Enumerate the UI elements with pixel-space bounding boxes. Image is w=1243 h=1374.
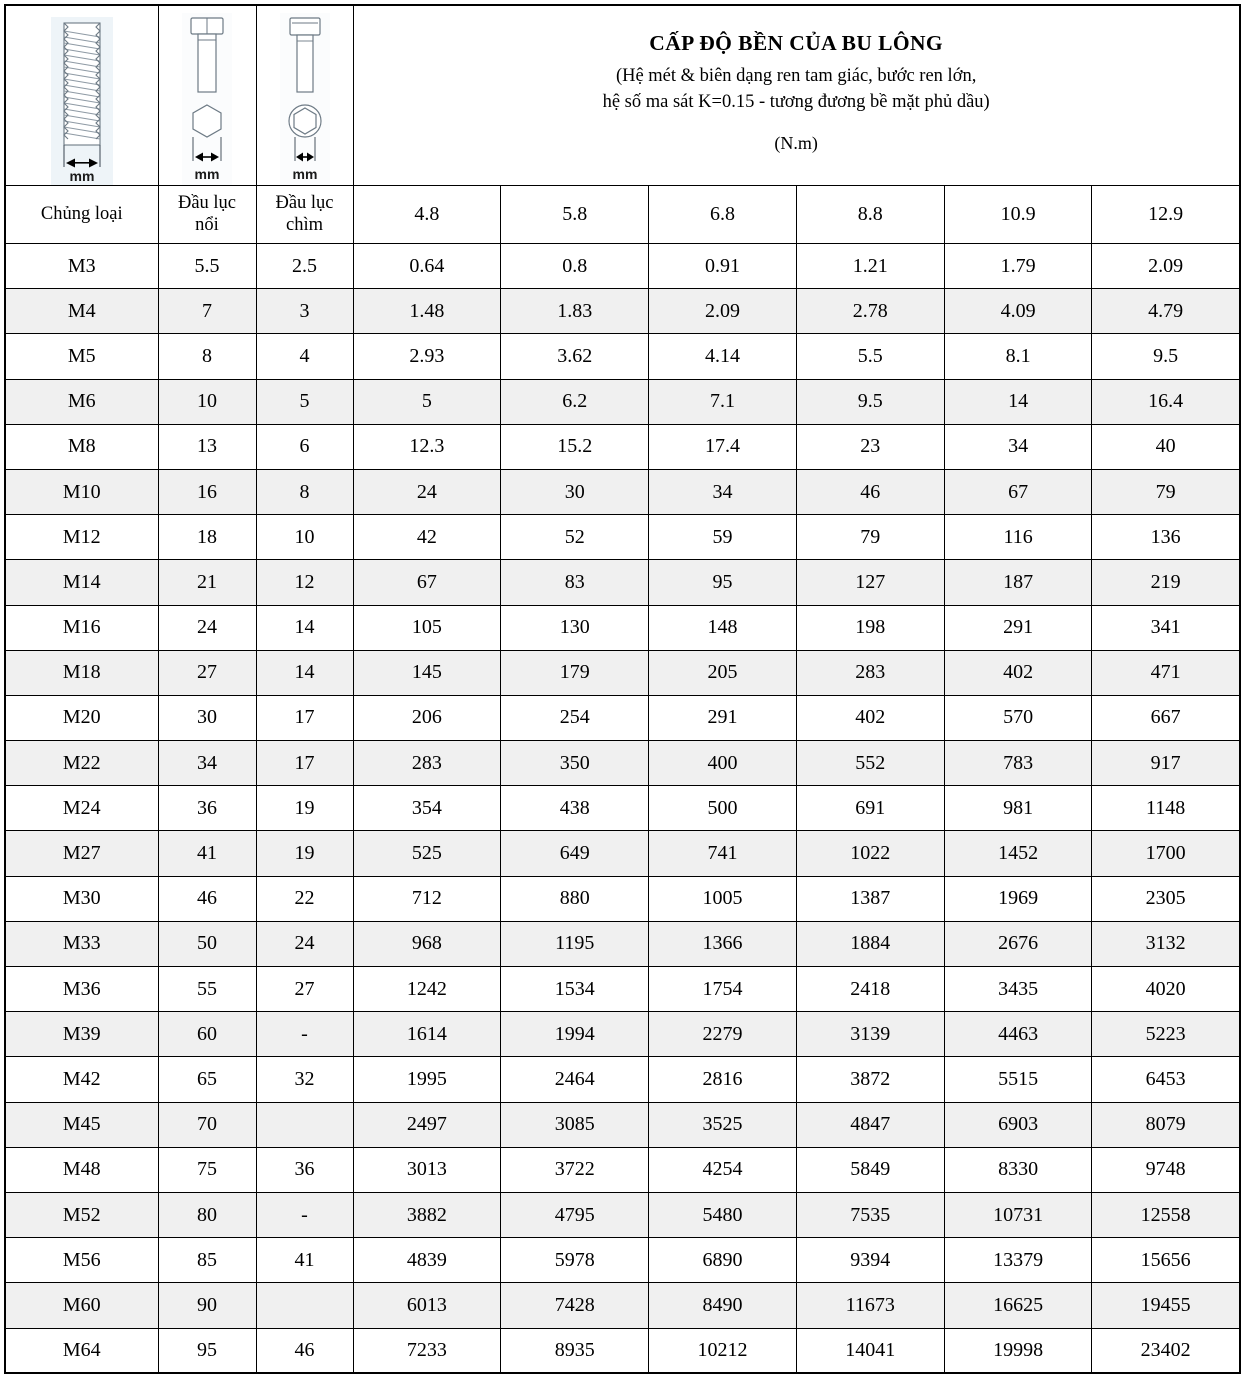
cell-bolt-size: M14 xyxy=(5,560,158,605)
cell-torque-grade-12-9: 8079 xyxy=(1092,1102,1240,1147)
cell-torque-grade-8-8: 198 xyxy=(796,605,944,650)
cell-torque-grade-12-9: 40 xyxy=(1092,424,1240,469)
page-title: CẤP ĐỘ BỀN CỦA BU LÔNG xyxy=(649,31,943,55)
cell-bolt-size: M60 xyxy=(5,1283,158,1328)
cell-torque-grade-12-9: 12558 xyxy=(1092,1192,1240,1237)
cell-torque-grade-4-8: 105 xyxy=(353,605,501,650)
cell-torque-grade-4-8: 7233 xyxy=(353,1328,501,1373)
cell-torque-grade-6-8: 4254 xyxy=(649,1147,797,1192)
cell-hex-head-width: 36 xyxy=(158,786,256,831)
cell-torque-grade-10-9: 402 xyxy=(944,650,1092,695)
cell-torque-grade-8-8: 5849 xyxy=(796,1147,944,1192)
cell-torque-grade-8-8: 4847 xyxy=(796,1102,944,1147)
cell-bolt-size: M42 xyxy=(5,1057,158,1102)
cell-torque-grade-5-8: 880 xyxy=(501,876,649,921)
cell-hex-head-width: 24 xyxy=(158,605,256,650)
cell-hex-head-width: 60 xyxy=(158,1012,256,1057)
table-row xyxy=(5,1192,1240,1237)
socket-head-screw-cell xyxy=(256,5,353,186)
cell-torque-grade-5-8: 3722 xyxy=(501,1147,649,1192)
illustration-title-row xyxy=(5,5,1240,186)
cell-torque-grade-6-8: 17.4 xyxy=(649,424,797,469)
cell-torque-grade-5-8: 0.8 xyxy=(501,244,649,289)
header-grade-8-8: 8.8 xyxy=(796,186,944,244)
table-row xyxy=(5,741,1240,786)
cell-torque-grade-6-8: 59 xyxy=(649,515,797,560)
table-row xyxy=(5,695,1240,740)
cell-torque-grade-5-8: 179 xyxy=(501,650,649,695)
cell-torque-grade-6-8: 4.14 xyxy=(649,334,797,379)
cell-socket-head-width: 24 xyxy=(256,921,353,966)
cell-torque-grade-8-8: 3139 xyxy=(796,1012,944,1057)
table-row xyxy=(5,1102,1240,1147)
cell-torque-grade-10-9: 19998 xyxy=(944,1328,1092,1373)
cell-socket-head-width: 12 xyxy=(256,560,353,605)
cell-torque-grade-8-8: 46 xyxy=(796,469,944,514)
chart-title-cell xyxy=(353,5,1240,186)
cell-torque-grade-4-8: 6013 xyxy=(353,1283,501,1328)
cell-torque-grade-8-8: 7535 xyxy=(796,1192,944,1237)
cell-bolt-size: M36 xyxy=(5,967,158,1012)
cell-bolt-size: M16 xyxy=(5,605,158,650)
table-row xyxy=(5,831,1240,876)
header-grade-10-9: 10.9 xyxy=(944,186,1092,244)
threaded-shank-cell xyxy=(5,5,158,186)
cell-hex-head-width: 41 xyxy=(158,831,256,876)
cell-torque-grade-6-8: 1005 xyxy=(649,876,797,921)
cell-socket-head-width: 41 xyxy=(256,1238,353,1283)
cell-torque-grade-12-9: 2305 xyxy=(1092,876,1240,921)
cell-torque-grade-4-8: 3013 xyxy=(353,1147,501,1192)
cell-torque-grade-4-8: 1.48 xyxy=(353,289,501,334)
cell-torque-grade-6-8: 10212 xyxy=(649,1328,797,1373)
cell-hex-head-width: 55 xyxy=(158,967,256,1012)
cell-torque-grade-4-8: 42 xyxy=(353,515,501,560)
cell-torque-grade-10-9: 783 xyxy=(944,741,1092,786)
cell-hex-head-width: 18 xyxy=(158,515,256,560)
cell-hex-head-width: 7 xyxy=(158,289,256,334)
cell-torque-grade-12-9: 79 xyxy=(1092,469,1240,514)
cell-torque-grade-6-8: 5480 xyxy=(649,1192,797,1237)
table-row xyxy=(5,1238,1240,1283)
cell-torque-grade-4-8: 354 xyxy=(353,786,501,831)
cell-torque-grade-10-9: 1452 xyxy=(944,831,1092,876)
cell-torque-grade-10-9: 34 xyxy=(944,424,1092,469)
cell-socket-head-width: 14 xyxy=(256,605,353,650)
cell-torque-grade-5-8: 8935 xyxy=(501,1328,649,1373)
table-row xyxy=(5,379,1240,424)
cell-torque-grade-6-8: 7.1 xyxy=(649,379,797,424)
cell-torque-grade-8-8: 2418 xyxy=(796,967,944,1012)
cell-torque-grade-10-9: 570 xyxy=(944,695,1092,740)
cell-torque-grade-8-8: 402 xyxy=(796,695,944,740)
threaded-shank-diagram xyxy=(51,17,113,185)
cell-bolt-size: M10 xyxy=(5,469,158,514)
cell-torque-grade-8-8: 79 xyxy=(796,515,944,560)
table-row xyxy=(5,334,1240,379)
table-row xyxy=(5,1057,1240,1102)
cell-torque-grade-6-8: 0.91 xyxy=(649,244,797,289)
cell-torque-grade-12-9: 4020 xyxy=(1092,967,1240,1012)
cell-socket-head-width: 6 xyxy=(256,424,353,469)
cell-socket-head-width: 27 xyxy=(256,967,353,1012)
cell-torque-grade-5-8: 2464 xyxy=(501,1057,649,1102)
table-row xyxy=(5,1012,1240,1057)
cell-hex-head-width: 5.5 xyxy=(158,244,256,289)
cell-torque-grade-12-9: 219 xyxy=(1092,560,1240,605)
cell-torque-grade-6-8: 500 xyxy=(649,786,797,831)
cell-bolt-size: M52 xyxy=(5,1192,158,1237)
cell-torque-grade-4-8: 1242 xyxy=(353,967,501,1012)
cell-bolt-size: M20 xyxy=(5,695,158,740)
table-row xyxy=(5,876,1240,921)
cell-socket-head-width: 3 xyxy=(256,289,353,334)
cell-bolt-size: M48 xyxy=(5,1147,158,1192)
cell-torque-grade-4-8: 5 xyxy=(353,379,501,424)
cell-socket-head-width: 19 xyxy=(256,831,353,876)
cell-torque-grade-4-8: 283 xyxy=(353,741,501,786)
table-row xyxy=(5,469,1240,514)
cell-torque-grade-10-9: 981 xyxy=(944,786,1092,831)
header-kind: Chủng loại xyxy=(5,186,158,244)
cell-torque-grade-6-8: 400 xyxy=(649,741,797,786)
socket-head-cap-screw-diagram xyxy=(280,13,330,185)
cell-torque-grade-6-8: 2279 xyxy=(649,1012,797,1057)
cell-torque-grade-4-8: 1614 xyxy=(353,1012,501,1057)
header-socket-head-line1: Đầu lục xyxy=(275,192,334,213)
cell-socket-head-width: 19 xyxy=(256,786,353,831)
cell-torque-grade-4-8: 0.64 xyxy=(353,244,501,289)
cell-hex-head-width: 16 xyxy=(158,469,256,514)
cell-hex-head-width: 50 xyxy=(158,921,256,966)
cell-torque-grade-10-9: 4.09 xyxy=(944,289,1092,334)
cell-torque-grade-12-9: 2.09 xyxy=(1092,244,1240,289)
cell-torque-grade-12-9: 23402 xyxy=(1092,1328,1240,1373)
cell-torque-grade-4-8: 4839 xyxy=(353,1238,501,1283)
cell-torque-grade-8-8: 691 xyxy=(796,786,944,831)
cell-hex-head-width: 90 xyxy=(158,1283,256,1328)
cell-bolt-size: M12 xyxy=(5,515,158,560)
cell-torque-grade-6-8: 1754 xyxy=(649,967,797,1012)
cell-torque-grade-10-9: 187 xyxy=(944,560,1092,605)
cell-hex-head-width: 80 xyxy=(158,1192,256,1237)
header-socket-head-line2: chìm xyxy=(286,214,323,235)
cell-torque-grade-10-9: 13379 xyxy=(944,1238,1092,1283)
cell-torque-grade-5-8: 649 xyxy=(501,831,649,876)
cell-bolt-size: M18 xyxy=(5,650,158,695)
cell-torque-grade-10-9: 67 xyxy=(944,469,1092,514)
cell-torque-grade-5-8: 130 xyxy=(501,605,649,650)
mm-label: mm xyxy=(69,168,95,184)
hex-head-bolt-cell xyxy=(158,5,256,186)
unit-label: (N.m) xyxy=(774,133,818,154)
header-grade-12-9: 12.9 xyxy=(1092,186,1240,244)
table-row xyxy=(5,650,1240,695)
cell-torque-grade-6-8: 6890 xyxy=(649,1238,797,1283)
cell-torque-grade-8-8: 1884 xyxy=(796,921,944,966)
cell-socket-head-width xyxy=(256,1283,353,1328)
cell-torque-grade-4-8: 24 xyxy=(353,469,501,514)
cell-torque-grade-4-8: 12.3 xyxy=(353,424,501,469)
cell-hex-head-width: 27 xyxy=(158,650,256,695)
cell-socket-head-width: 8 xyxy=(256,469,353,514)
cell-torque-grade-12-9: 136 xyxy=(1092,515,1240,560)
cell-socket-head-width: 46 xyxy=(256,1328,353,1373)
cell-torque-grade-4-8: 3882 xyxy=(353,1192,501,1237)
cell-socket-head-width: 22 xyxy=(256,876,353,921)
cell-torque-grade-10-9: 8.1 xyxy=(944,334,1092,379)
cell-torque-grade-6-8: 148 xyxy=(649,605,797,650)
cell-bolt-size: M22 xyxy=(5,741,158,786)
subtitle-line-2: hệ số ma sát K=0.15 - tương đương bề mặt phủ dầu) xyxy=(602,92,990,113)
cell-torque-grade-5-8: 5978 xyxy=(501,1238,649,1283)
cell-bolt-size: M5 xyxy=(5,334,158,379)
cell-torque-grade-12-9: 5223 xyxy=(1092,1012,1240,1057)
cell-torque-grade-5-8: 7428 xyxy=(501,1283,649,1328)
header-hex-head-line2: nổi xyxy=(195,214,219,235)
table-row xyxy=(5,605,1240,650)
cell-bolt-size: M56 xyxy=(5,1238,158,1283)
cell-torque-grade-8-8: 1.21 xyxy=(796,244,944,289)
table-row xyxy=(5,1147,1240,1192)
cell-torque-grade-5-8: 438 xyxy=(501,786,649,831)
cell-torque-grade-12-9: 3132 xyxy=(1092,921,1240,966)
cell-hex-head-width: 10 xyxy=(158,379,256,424)
mm-label: mm xyxy=(194,166,220,182)
cell-hex-head-width: 75 xyxy=(158,1147,256,1192)
table-row xyxy=(5,244,1240,289)
cell-torque-grade-5-8: 3.62 xyxy=(501,334,649,379)
cell-torque-grade-12-9: 1700 xyxy=(1092,831,1240,876)
cell-torque-grade-4-8: 67 xyxy=(353,560,501,605)
cell-torque-grade-8-8: 127 xyxy=(796,560,944,605)
cell-socket-head-width: 32 xyxy=(256,1057,353,1102)
header-grade-4-8: 4.8 xyxy=(353,186,501,244)
cell-torque-grade-8-8: 2.78 xyxy=(796,289,944,334)
cell-bolt-size: M3 xyxy=(5,244,158,289)
cell-torque-grade-8-8: 11673 xyxy=(796,1283,944,1328)
table-row xyxy=(5,786,1240,831)
cell-torque-grade-6-8: 741 xyxy=(649,831,797,876)
cell-torque-grade-6-8: 1366 xyxy=(649,921,797,966)
cell-socket-head-width: - xyxy=(256,1192,353,1237)
cell-socket-head-width: 10 xyxy=(256,515,353,560)
cell-torque-grade-8-8: 14041 xyxy=(796,1328,944,1373)
cell-torque-grade-12-9: 1148 xyxy=(1092,786,1240,831)
subtitle-line-1: (Hệ mét & biên dạng ren tam giác, bước ren lớn, xyxy=(615,65,977,86)
cell-bolt-size: M27 xyxy=(5,831,158,876)
cell-bolt-size: M4 xyxy=(5,289,158,334)
cell-torque-grade-10-9: 2676 xyxy=(944,921,1092,966)
cell-torque-grade-6-8: 205 xyxy=(649,650,797,695)
cell-torque-grade-8-8: 23 xyxy=(796,424,944,469)
torque-table-body xyxy=(5,244,1240,1374)
cell-torque-grade-4-8: 2.93 xyxy=(353,334,501,379)
cell-socket-head-width: 5 xyxy=(256,379,353,424)
cell-torque-grade-12-9: 667 xyxy=(1092,695,1240,740)
cell-torque-grade-10-9: 4463 xyxy=(944,1012,1092,1057)
cell-hex-head-width: 34 xyxy=(158,741,256,786)
cell-hex-head-width: 85 xyxy=(158,1238,256,1283)
cell-torque-grade-5-8: 30 xyxy=(501,469,649,514)
cell-torque-grade-8-8: 9.5 xyxy=(796,379,944,424)
cell-bolt-size: M64 xyxy=(5,1328,158,1373)
cell-torque-grade-6-8: 291 xyxy=(649,695,797,740)
cell-socket-head-width: - xyxy=(256,1012,353,1057)
cell-torque-grade-10-9: 16625 xyxy=(944,1283,1092,1328)
cell-socket-head-width: 2.5 xyxy=(256,244,353,289)
table-row xyxy=(5,515,1240,560)
cell-torque-grade-12-9: 4.79 xyxy=(1092,289,1240,334)
cell-torque-grade-5-8: 1195 xyxy=(501,921,649,966)
cell-torque-grade-6-8: 2816 xyxy=(649,1057,797,1102)
header-hex-head-line1: Đầu lục xyxy=(177,192,237,213)
cell-torque-grade-4-8: 206 xyxy=(353,695,501,740)
header-grade-5-8: 5.8 xyxy=(501,186,649,244)
cell-torque-grade-10-9: 8330 xyxy=(944,1147,1092,1192)
cell-bolt-size: M8 xyxy=(5,424,158,469)
cell-socket-head-width: 4 xyxy=(256,334,353,379)
cell-torque-grade-5-8: 1534 xyxy=(501,967,649,1012)
cell-torque-grade-8-8: 283 xyxy=(796,650,944,695)
cell-torque-grade-12-9: 15656 xyxy=(1092,1238,1240,1283)
cell-hex-head-width: 21 xyxy=(158,560,256,605)
cell-torque-grade-10-9: 1969 xyxy=(944,876,1092,921)
cell-torque-grade-6-8: 3525 xyxy=(649,1102,797,1147)
cell-torque-grade-8-8: 9394 xyxy=(796,1238,944,1283)
table-row xyxy=(5,560,1240,605)
cell-torque-grade-10-9: 10731 xyxy=(944,1192,1092,1237)
cell-torque-grade-8-8: 1022 xyxy=(796,831,944,876)
cell-bolt-size: M6 xyxy=(5,379,158,424)
cell-torque-grade-8-8: 552 xyxy=(796,741,944,786)
cell-torque-grade-4-8: 1995 xyxy=(353,1057,501,1102)
cell-torque-grade-4-8: 145 xyxy=(353,650,501,695)
header-socket-head xyxy=(256,186,353,244)
table-row xyxy=(5,424,1240,469)
header-grade-6-8: 6.8 xyxy=(649,186,797,244)
cell-torque-grade-4-8: 525 xyxy=(353,831,501,876)
cell-torque-grade-12-9: 341 xyxy=(1092,605,1240,650)
cell-torque-grade-6-8: 2.09 xyxy=(649,289,797,334)
cell-bolt-size: M24 xyxy=(5,786,158,831)
cell-torque-grade-6-8: 95 xyxy=(649,560,797,605)
cell-torque-grade-5-8: 15.2 xyxy=(501,424,649,469)
cell-torque-grade-8-8: 3872 xyxy=(796,1057,944,1102)
cell-torque-grade-4-8: 968 xyxy=(353,921,501,966)
cell-torque-grade-12-9: 16.4 xyxy=(1092,379,1240,424)
cell-torque-grade-4-8: 2497 xyxy=(353,1102,501,1147)
cell-torque-grade-12-9: 9.5 xyxy=(1092,334,1240,379)
cell-hex-head-width: 46 xyxy=(158,876,256,921)
cell-torque-grade-10-9: 3435 xyxy=(944,967,1092,1012)
cell-socket-head-width: 17 xyxy=(256,695,353,740)
cell-torque-grade-12-9: 9748 xyxy=(1092,1147,1240,1192)
cell-socket-head-width xyxy=(256,1102,353,1147)
cell-torque-grade-5-8: 83 xyxy=(501,560,649,605)
cell-hex-head-width: 65 xyxy=(158,1057,256,1102)
table-row xyxy=(5,921,1240,966)
cell-torque-grade-5-8: 1994 xyxy=(501,1012,649,1057)
cell-torque-grade-10-9: 6903 xyxy=(944,1102,1092,1147)
cell-hex-head-width: 95 xyxy=(158,1328,256,1373)
cell-torque-grade-5-8: 350 xyxy=(501,741,649,786)
cell-torque-grade-12-9: 19455 xyxy=(1092,1283,1240,1328)
cell-torque-grade-8-8: 5.5 xyxy=(796,334,944,379)
cell-torque-grade-12-9: 6453 xyxy=(1092,1057,1240,1102)
cell-bolt-size: M45 xyxy=(5,1102,158,1147)
table-row xyxy=(5,967,1240,1012)
cell-torque-grade-8-8: 1387 xyxy=(796,876,944,921)
cell-torque-grade-4-8: 712 xyxy=(353,876,501,921)
cell-hex-head-width: 8 xyxy=(158,334,256,379)
mm-label: mm xyxy=(292,166,317,182)
cell-torque-grade-5-8: 4795 xyxy=(501,1192,649,1237)
bolt-torque-table xyxy=(4,4,1241,1374)
cell-bolt-size: M30 xyxy=(5,876,158,921)
cell-torque-grade-10-9: 116 xyxy=(944,515,1092,560)
cell-torque-grade-5-8: 3085 xyxy=(501,1102,649,1147)
table-row xyxy=(5,1328,1240,1373)
cell-torque-grade-10-9: 5515 xyxy=(944,1057,1092,1102)
cell-torque-grade-5-8: 254 xyxy=(501,695,649,740)
cell-torque-grade-12-9: 471 xyxy=(1092,650,1240,695)
cell-torque-grade-6-8: 8490 xyxy=(649,1283,797,1328)
cell-hex-head-width: 30 xyxy=(158,695,256,740)
cell-torque-grade-10-9: 1.79 xyxy=(944,244,1092,289)
cell-hex-head-width: 13 xyxy=(158,424,256,469)
cell-torque-grade-5-8: 1.83 xyxy=(501,289,649,334)
cell-socket-head-width: 36 xyxy=(256,1147,353,1192)
table-row xyxy=(5,1283,1240,1328)
cell-torque-grade-5-8: 52 xyxy=(501,515,649,560)
cell-torque-grade-6-8: 34 xyxy=(649,469,797,514)
hex-head-bolt-diagram xyxy=(182,13,232,185)
cell-torque-grade-12-9: 917 xyxy=(1092,741,1240,786)
cell-socket-head-width: 17 xyxy=(256,741,353,786)
table-row xyxy=(5,289,1240,334)
cell-bolt-size: M39 xyxy=(5,1012,158,1057)
column-header-row xyxy=(5,186,1240,244)
cell-socket-head-width: 14 xyxy=(256,650,353,695)
cell-bolt-size: M33 xyxy=(5,921,158,966)
cell-torque-grade-10-9: 291 xyxy=(944,605,1092,650)
cell-torque-grade-10-9: 14 xyxy=(944,379,1092,424)
cell-hex-head-width: 70 xyxy=(158,1102,256,1147)
header-hex-head xyxy=(158,186,256,244)
cell-torque-grade-5-8: 6.2 xyxy=(501,379,649,424)
